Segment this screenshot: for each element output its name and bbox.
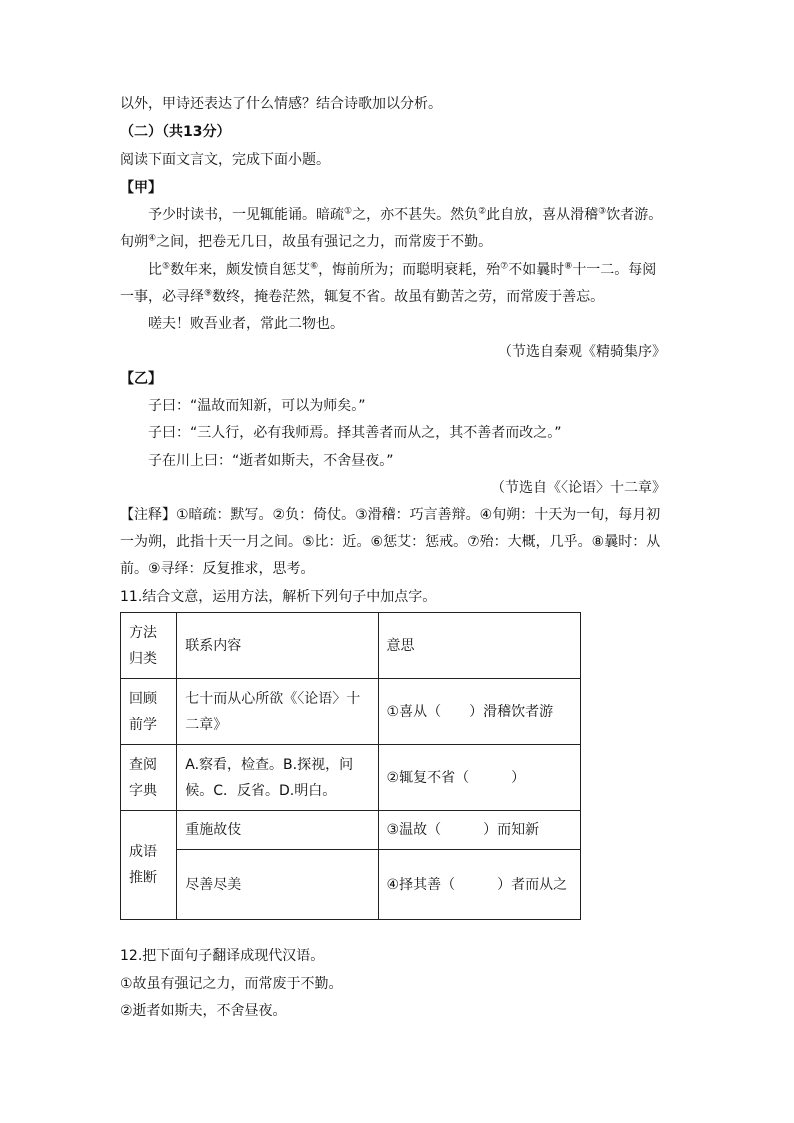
passage-yi-label: 【乙】	[120, 371, 162, 387]
question-12: 12.把下面句子翻译成现代汉语。	[120, 948, 325, 964]
question-tail: 以外，甲诗还表达了什么情感？结合诗歌加以分析。	[120, 96, 442, 112]
instruction: 阅读下面文言文，完成下面小题。	[120, 152, 330, 168]
table-cell: ②辄复不省（ ）	[378, 745, 580, 811]
passage-jia-line-5: 嗟夫！败吾业者，常此二物也。	[148, 316, 344, 332]
source-citation-jia: （节选自秦观《精骑集序》	[498, 344, 666, 360]
notes-line-1: 【注释】①暗疏：默写。②负：倚仗。③滑稽：巧言善辩。④旬朔：十天为一旬，每月初	[120, 507, 661, 523]
table-header-method: 方法归类	[121, 613, 177, 679]
passage-jia-line-4: 一事，必寻绎⑨数终，掩卷茫然，辄复不省。故虽有勤苦之劳，而常废于善忘。	[120, 288, 605, 305]
table-cell: ④择其善（ ）者而从之	[378, 850, 580, 920]
passage-yi-line-2: 子曰：“三人行，必有我师焉。择其善者而从之，其不善者而改之。”	[148, 425, 562, 441]
table-header-content: 联系内容	[177, 613, 378, 679]
table-row	[121, 679, 581, 745]
table-cell: 重施故伎	[177, 811, 378, 850]
passage-jia-label: 【甲】	[120, 180, 162, 196]
question-12-item-2: ②逝者如斯夫，不舍昼夜。	[120, 1003, 287, 1019]
table-cell: 回顾前学	[121, 679, 177, 745]
table-cell: ①喜从（ ）滑稽饮者游	[378, 679, 580, 745]
source-citation-yi: （节选自《〈论语〉十二章》	[491, 480, 666, 496]
table-cell: 成语推断	[121, 811, 177, 920]
method-table	[120, 612, 581, 920]
table-row	[121, 613, 581, 679]
table-cell: 七十而从心所欲《〈论语〉十二章》	[177, 679, 378, 745]
passage-jia-line-3: 比⑤数年来，颇发愤自惩艾⑥，悔前所为；而聪明衰耗，殆⑦不如曩时⑧十一二。每阅	[148, 261, 657, 278]
passage-yi-line-3: 子在川上曰：“逝者如斯夫，不舍昼夜。”	[148, 453, 394, 469]
question-11: 11.结合文意，运用方法，解析下列句子中加点字。	[120, 589, 437, 605]
notes-line-3: 前。⑨寻绎：反复推求，思考。	[120, 561, 315, 577]
table-row	[121, 745, 581, 811]
table-cell: A.察看，检查。B.探视，问候。C．反省。D.明白。	[177, 745, 378, 811]
passage-yi-line-1: 子曰：“温故而知新，可以为师矣。”	[148, 398, 366, 414]
table-cell: ③温故（ ）而知新	[378, 811, 580, 850]
table-row	[121, 811, 581, 850]
notes-line-2: 一为朔，此指十天一月之间。⑤比：近。⑥惩艾：惩戒。⑦殆：大概，几乎。⑧曩时：从	[120, 534, 661, 550]
table-cell: 查阅字典	[121, 745, 177, 811]
passage-jia-line-1: 予少时读书，一见辄能诵。暗疏①之，亦不甚失。然负②此自放，喜从滑稽③饮者游。	[148, 206, 663, 223]
table-row	[121, 850, 581, 920]
passage-jia-line-2: 旬朔④之间，把卷无几日，故虽有强记之力，而常废于不勤。	[120, 233, 493, 250]
section-heading: （二）（共13分）	[120, 124, 231, 140]
question-12-item-1: ①故虽有强记之力，而常废于不勤。	[120, 976, 343, 992]
table-header-meaning: 意思	[378, 613, 580, 679]
table-cell: 尽善尽美	[177, 850, 378, 920]
